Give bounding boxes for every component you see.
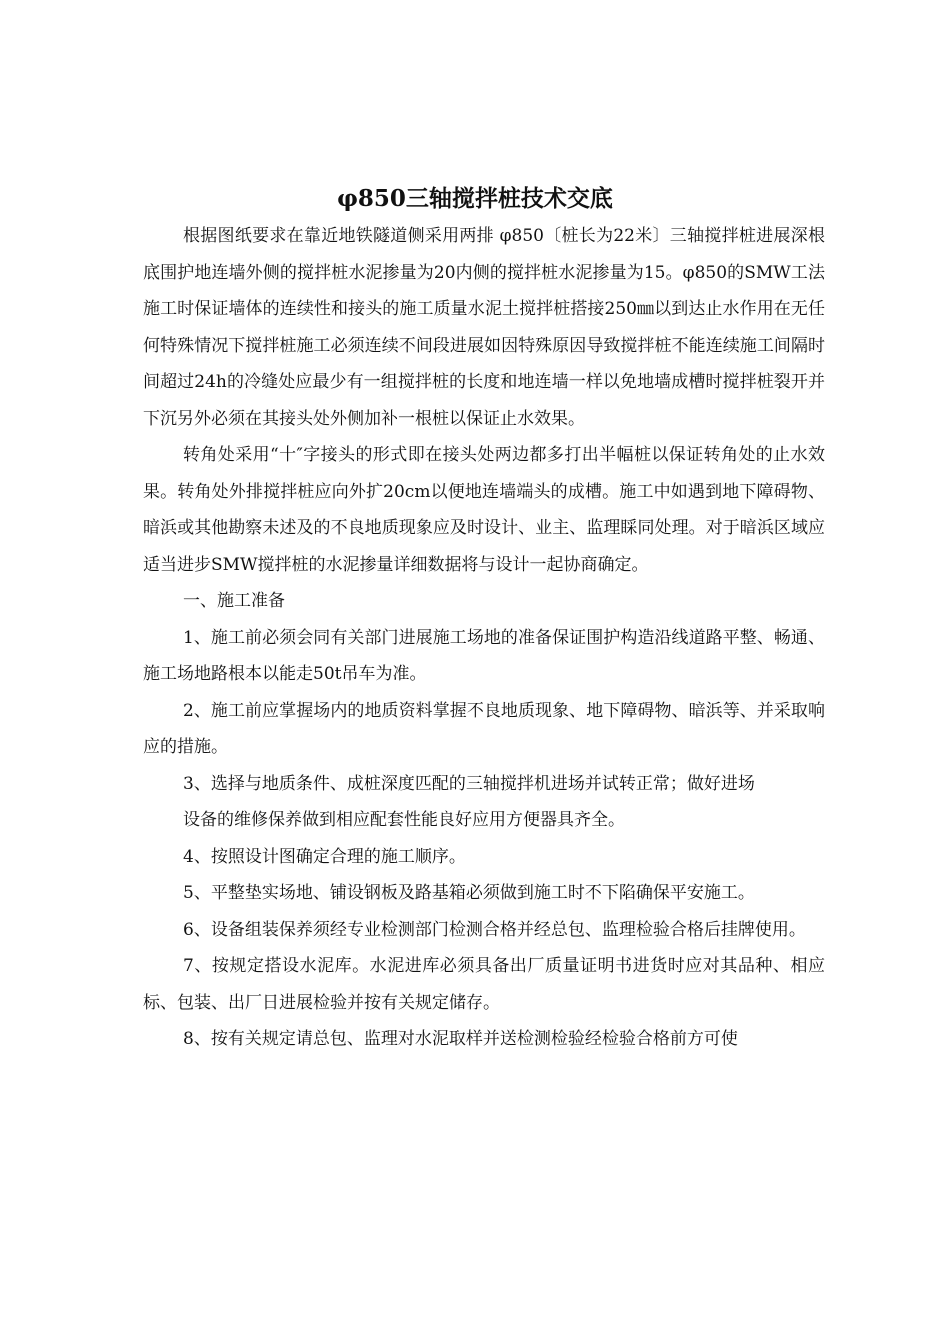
list-item-2: 2、施工前应掌握场内的地质资料掌握不良地质现象、地下障碍物、暗浜等、并采取响应的措施。	[143, 700, 825, 757]
list-item-4: 4、按照设计图确定合理的施工顺序。	[183, 846, 466, 867]
document-body	[143, 218, 825, 1058]
section-heading-preparation: 一、施工准备	[183, 591, 285, 611]
list-item-3: 3、选择与地质条件、成桩深度匹配的三轴搅拌机进场并试转正常；做好进场	[183, 773, 755, 794]
list-item-6: 6、设备组装保养须经专业检测部门检测合格并经总包、监理检验合格后挂牌使用。	[183, 919, 806, 940]
paragraph-intro: 根据图纸要求在靠近地铁隧道侧采用两排 φ850〔桩长为22米〕三轴搅拌桩进展深根底围护地连墙外侧的搅拌桩水泥掺量为20内侧的搅拌桩水泥掺量为15。φ850的SMW工法施工时保证墙体的连续性和接头的施工质量水泥土搅拌桩搭接250㎜以到达止水作用在无任何特殊情况下搅拌桩施工必须连续不间段进展如因特殊原因导致搅拌桩不能连续施工间隔时间超过24h的冷缝处应最少有一组搅拌桩的长度和地连墙一样以免地墙成槽时搅拌桩裂开并下沉另外必须在其接头处外侧加补一根桩以保证止水效果。	[143, 226, 825, 429]
list-item-7: 7、按规定搭设水泥库。水泥进库必须具备出厂质量证明书进货时应对其品种、相应标、包装、出厂日进展检验并按有关规定储存。	[143, 956, 825, 1013]
list-item-8: 8、按有关规定请总包、监理对水泥取样并送检测检验经检验合格前方可使	[183, 1029, 738, 1049]
list-item-1: 1、施工前必须会同有关部门进展施工场地的准备保证围护构造沿线道路平整、畅通、施工场地路根本以能走50t吊车为准。	[143, 627, 825, 684]
paragraph-corner-joint: 转角处采用“十″字接头的形式即在接头处两边都多打出半幅桩以保证转角处的止水效果。转角处外排搅拌桩应向外扩20cm以便地连墙端头的成槽。施工中如遇到地下障碍物、暗浜或其他勘察未述及的不良地质现象应及时设计、业主、监理睬同处理。对于暗浜区域应适当进步SMW搅拌桩的水泥掺量详细数据将与设计一起协商确定。	[143, 445, 825, 575]
document-title: φ850三轴搅拌桩技术交底	[337, 185, 613, 212]
list-item-5: 5、平整垫实场地、铺设钢板及路基箱必须做到施工时不下陷确保平安施工。	[183, 883, 755, 903]
list-item-3-continued: 设备的维修保养做到相应配套性能良好应用方便器具齐全。	[183, 810, 625, 830]
